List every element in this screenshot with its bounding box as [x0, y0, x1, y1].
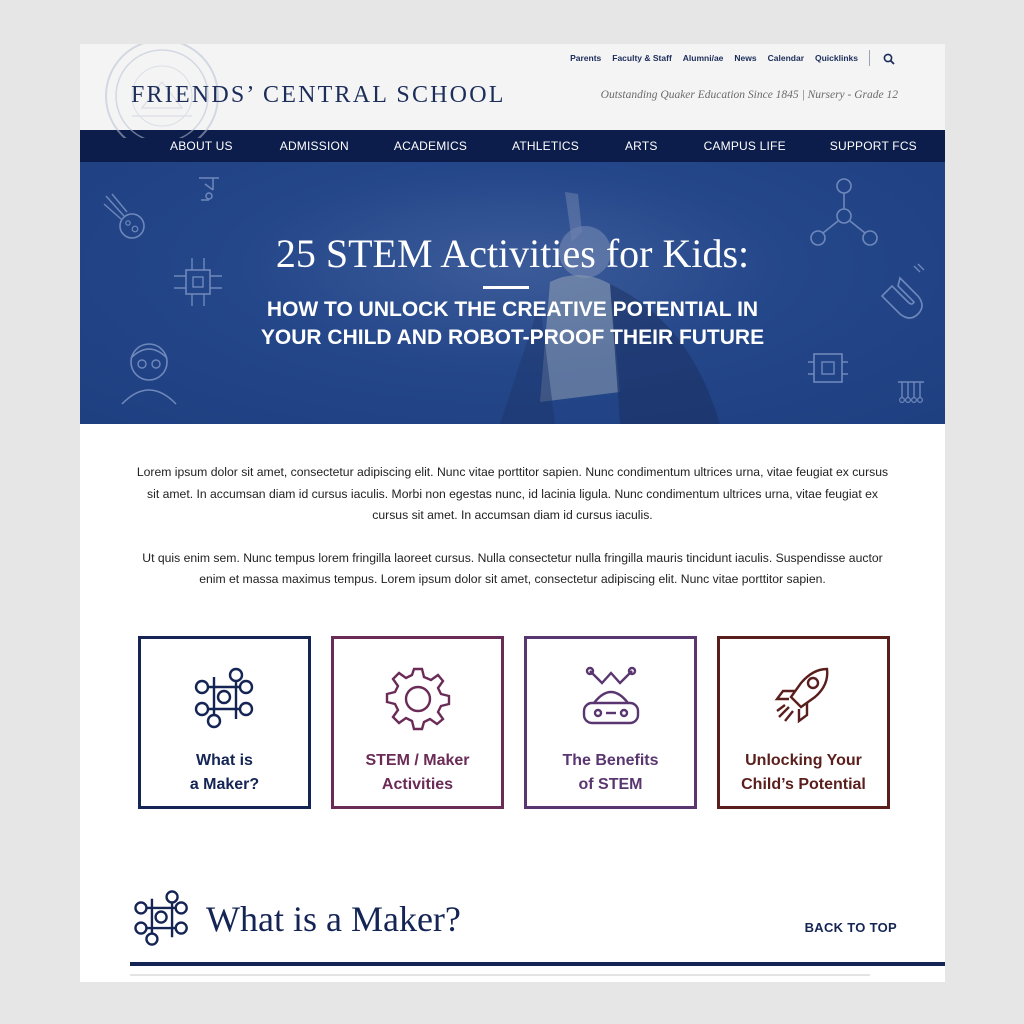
section-divider [130, 962, 945, 966]
newtons-cradle-icon [896, 378, 926, 406]
nav-academics[interactable]: ACADEMICS [393, 139, 468, 153]
card-label-line: Unlocking Your [745, 752, 862, 769]
utility-link-alumni[interactable]: Alumni/ae [682, 53, 724, 63]
utility-divider [869, 50, 870, 66]
card-label [190, 749, 259, 797]
hero-subtitle-line: HOW TO UNLOCK THE CREATIVE POTENTIAL IN [266, 298, 759, 321]
card-label-line: Activities [381, 776, 454, 793]
utility-link-faculty-staff[interactable]: Faculty & Staff [612, 53, 672, 63]
nav-about-us[interactable]: ABOUT US [170, 139, 233, 153]
card-label [365, 749, 469, 797]
hero-subtitle-line: YOUR CHILD AND ROBOT-PROOF THEIR FUTURE [260, 326, 765, 349]
card-unlocking-potential[interactable] [717, 636, 890, 809]
utility-link-parents[interactable]: Parents [570, 53, 602, 63]
lab-stand-icon [195, 174, 223, 204]
nav-campus-life[interactable]: CAMPUS LIFE [703, 139, 786, 153]
hero-subtitle [80, 296, 945, 352]
nav-admission[interactable]: ADMISSION [279, 139, 349, 153]
section-what-is-a-maker [130, 884, 945, 974]
utility-nav [570, 53, 858, 63]
search-icon[interactable] [883, 53, 895, 65]
card-stem-maker-activities[interactable] [331, 636, 504, 809]
card-benefits-of-stem[interactable] [524, 636, 697, 809]
school-name[interactable]: FRIENDS’ CENTRAL SCHOOL [131, 82, 506, 108]
hero-title: 25 STEM Activities for Kids: [275, 231, 750, 276]
back-to-top-link[interactable]: BACK TO TOP [804, 920, 897, 935]
site-header [80, 44, 945, 130]
intro-text [130, 462, 895, 612]
hero-banner [80, 162, 945, 424]
card-label [562, 749, 658, 797]
school-tagline: Outstanding Quaker Education Since 1845 | Nursery - Grade 12 [600, 89, 898, 101]
card-label-line: Child’s Potential [741, 776, 866, 793]
utility-link-quicklinks[interactable]: Quicklinks [815, 53, 858, 63]
card-what-is-a-maker[interactable] [138, 636, 311, 809]
page [80, 44, 945, 982]
network-nodes-icon [190, 663, 260, 733]
nav-support-fcs[interactable]: SUPPORT FCS [829, 139, 917, 153]
card-label [741, 749, 866, 797]
card-label-line: of STEM [578, 776, 643, 793]
hero-divider [483, 286, 529, 289]
card-label-line: a Maker? [189, 776, 260, 793]
processor-icon [806, 348, 850, 388]
card-label-line: STEM / Maker [365, 752, 470, 769]
nav-athletics[interactable]: ATHLETICS [512, 139, 579, 153]
gear-icon [383, 663, 453, 733]
faded-text-preview [130, 974, 870, 976]
intro-paragraph: Ut quis enim sem. Nunc tempus lorem fringilla laoreet cursus. Nulla consectetur nulla fringilla mauris tincidunt iaculis. Suspendisse auctor enim et massa maximus tempus. Lorem ipsum dolor sit amet, consectetur adipiscing elit. Nunc vitae porttitor sapien. [142, 550, 883, 586]
topic-cards [138, 636, 890, 809]
rocket-icon [769, 663, 839, 733]
robot-gadget-icon [576, 663, 646, 733]
utility-link-news[interactable]: News [734, 53, 757, 63]
utility-link-calendar[interactable]: Calendar [767, 53, 804, 63]
section-title: What is a Maker? [206, 899, 461, 939]
network-nodes-icon [130, 886, 194, 950]
card-label-line: The Benefits [562, 752, 659, 769]
card-label-line: What is [196, 752, 253, 769]
intro-paragraph: Lorem ipsum dolor sit amet, consectetur adipiscing elit. Nunc vitae porttitor sapien. Nunc condimentum ultrices urna, vitae feugiat ex cursus sit amet. In accumsan diam id cursus iaculis. Morbi non egestas nunc, id lacinia ligula. Nunc condimentum ultrices urna, vitae feugiat ex cursus sit amet. In accumsan diam id cursus iaculis. [136, 465, 889, 522]
nav-arts[interactable]: ARTS [624, 139, 658, 153]
